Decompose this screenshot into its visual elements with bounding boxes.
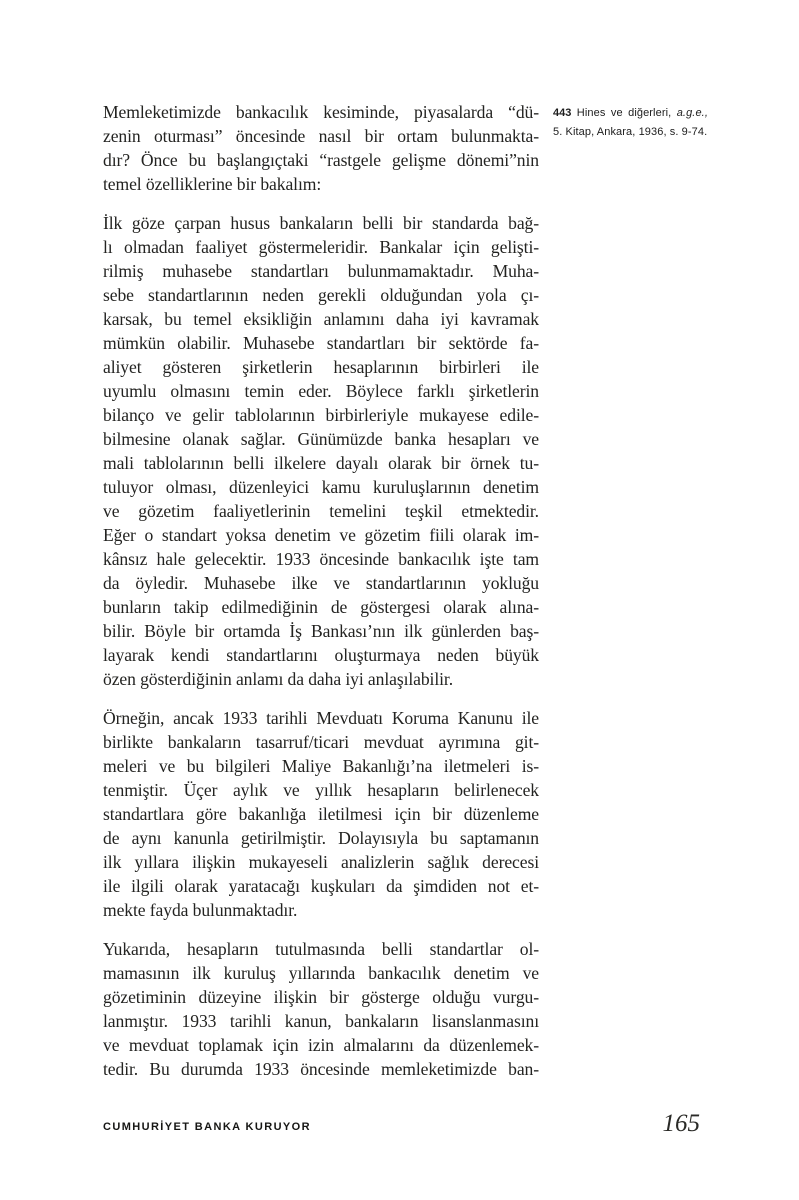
- footnote-text-continued: 5. Kitap, Ankara, 1936, s. 9-74.: [553, 126, 708, 138]
- text-line: ve mevduat toplamak için izin almalarını da düzenlemek-: [103, 1035, 539, 1055]
- text-line: mümkün olabilir. Muhasebe standartları bir sektörde fa-: [103, 333, 539, 353]
- text-line: temel özelliklerine bir bakalım:: [103, 174, 322, 194]
- text-line: zenin oturması” öncesinde nasıl bir ortam bulunmakta-: [103, 126, 539, 146]
- text-line: Eğer o standart yoksa denetim ve gözetim fiili olarak im-: [103, 525, 539, 545]
- paragraph: [103, 706, 539, 922]
- text-line: lanmıştır. 1933 tarihli kanun, bankaların lisanslanmasını: [103, 1011, 539, 1031]
- text-column: [103, 100, 539, 1096]
- text-line: mali tablolarının belli ilkelere dayalı olarak bir örnek tu-: [103, 453, 539, 473]
- paragraph: [103, 937, 539, 1081]
- text-line: bilmesine olanak sağlar. Günümüzde banka hesapları ve: [103, 429, 539, 449]
- text-line: mamasının ilk kuruluş yıllarında bankacılık denetim ve: [103, 963, 539, 983]
- running-footer-title: CUMHURİYET BANKA KURUYOR: [103, 1121, 311, 1133]
- text-line: de aynı kanunla getirilmiştir. Dolayısıyla bu saptamanın: [103, 828, 539, 848]
- text-line: bunların takip edilmediğinin de göstergesi olarak alına-: [103, 597, 539, 617]
- text-line: karsak, bu temel eksikliğin anlamını daha iyi kavramak: [103, 309, 539, 329]
- text-line: tuluyor olması, düzenleyici kamu kuruluşlarının denetim: [103, 477, 539, 497]
- text-line: ilk yıllara ilişkin mukayeseli analizlerin sağlık derecesi: [103, 852, 539, 872]
- text-line: bilir. Böyle bir ortamda İş Bankası’nın ilk günlerden baş-: [103, 621, 539, 641]
- page-number: 165: [662, 1110, 700, 1137]
- text-line: Memleketimizde bankacılık kesiminde, piyasalarda “dü-: [103, 102, 539, 122]
- footnote-sidenote: [553, 104, 708, 142]
- text-line: ile ilgili olarak yaratacağı kuşkuları da şimdiden not et-: [103, 876, 539, 896]
- text-line: gözetiminin düzeyine ilişkin bir gösterge olduğu vurgu-: [103, 987, 539, 1007]
- text-line: tedir. Bu durumda 1933 öncesinde memleketimizde ban-: [103, 1059, 539, 1079]
- text-line: kânsız hale gelecektir. 1933 öncesinde bankacılık işte tam: [103, 549, 539, 569]
- footnote-number: 443: [553, 107, 572, 119]
- text-line: tenmiştir. Üçer aylık ve yıllık hesapların belirlenecek: [103, 780, 539, 800]
- text-line: rilmiş muhasebe standartları bulunmamaktadır. Muha-: [103, 261, 539, 281]
- text-line: lı olmadan faaliyet göstermeleridir. Bankalar için gelişti-: [103, 237, 539, 257]
- text-line: da öyledir. Muhasebe ilke ve standartlarının yokluğu: [103, 573, 539, 593]
- text-line: ve gözetim faaliyetlerinin temelini teşkil etmektedir.: [103, 501, 539, 521]
- paragraph: [103, 211, 539, 691]
- text-line: Yukarıda, hesapların tutulmasında belli standartlar ol-: [103, 939, 539, 959]
- footnote-citation-abbrev: a.g.e.,: [676, 107, 708, 119]
- text-line: mekte fayda bulunmaktadır.: [103, 900, 298, 920]
- text-line: birlikte bankaların tasarruf/ticari mevduat ayrımına git-: [103, 732, 539, 752]
- footnote-text: Hines ve diğerleri,: [571, 107, 677, 119]
- text-line: aliyet gösteren şirketlerin hesaplarının birbirleri ile: [103, 357, 539, 377]
- text-line: uyumlu olmasını temin eder. Böylece farklı şirketlerin: [103, 381, 539, 401]
- text-line: Örneğin, ancak 1933 tarihli Mevduatı Koruma Kanunu ile: [103, 708, 539, 728]
- text-line: standartlara göre bakanlığa iletilmesi için bir düzenleme: [103, 804, 539, 824]
- paragraph: [103, 100, 539, 196]
- text-line: İlk göze çarpan husus bankaların belli bir standarda bağ-: [103, 213, 539, 233]
- text-line: bilanço ve gelir tablolarının birbirleriyle mukayese edile-: [103, 405, 539, 425]
- text-line: özen gösterdiğinin anlamı da daha iyi anlaşılabilir.: [103, 669, 453, 689]
- text-line: layarak kendi standartlarını oluşturmaya neden büyük: [103, 645, 539, 665]
- text-line: dır? Önce bu başlangıçtaki “rastgele gelişme dönemi”nin: [103, 150, 539, 170]
- text-line: meleri ve bu bilgileri Maliye Bakanlığı’na iletmeleri is-: [103, 756, 539, 776]
- text-line: sebe standartlarının neden gerekli olduğundan yola çı-: [103, 285, 539, 305]
